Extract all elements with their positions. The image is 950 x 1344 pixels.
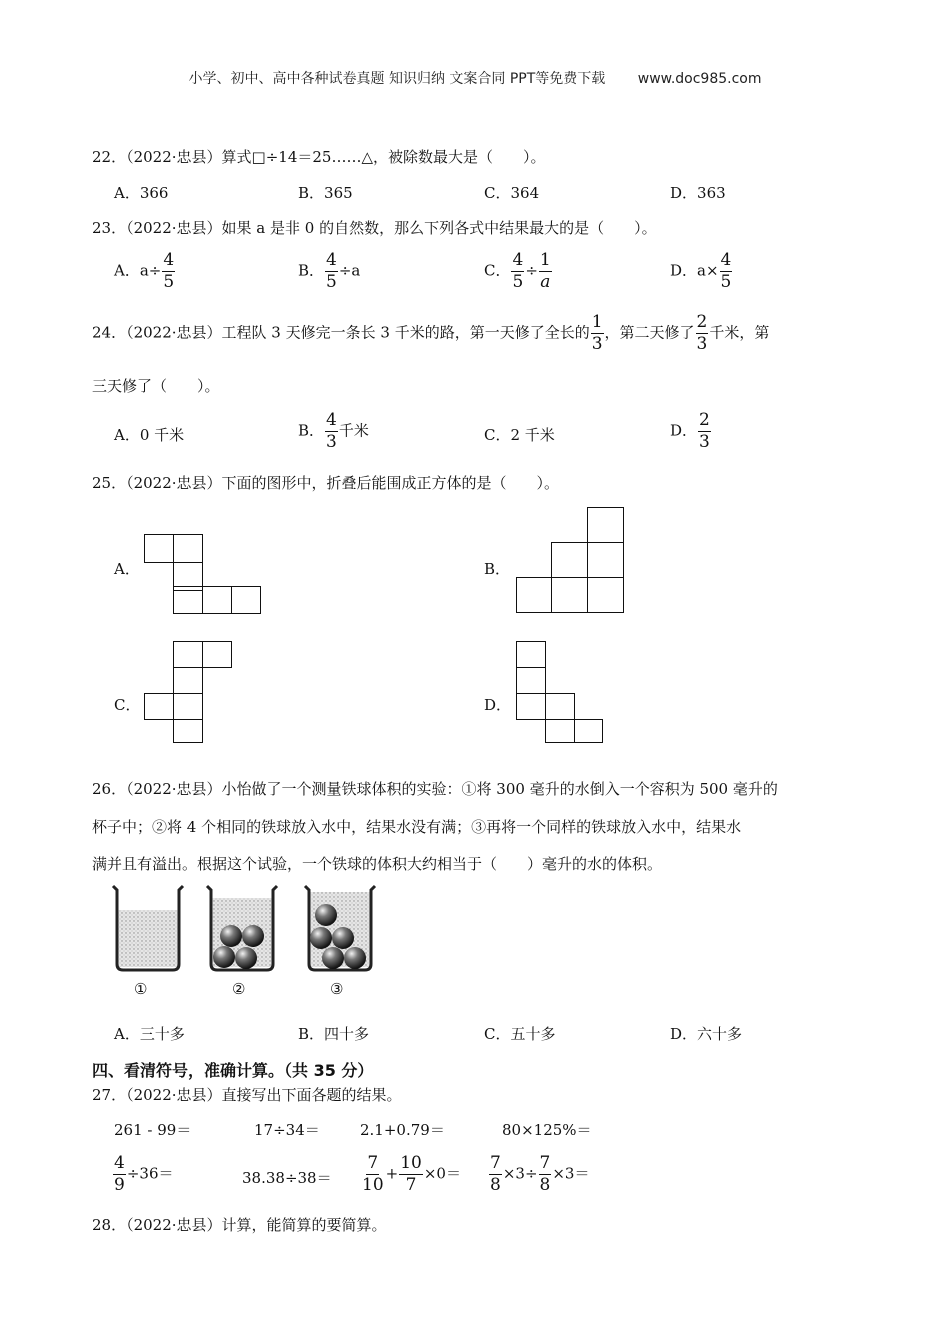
q27-item-7: $\frac{7}{10}$ + $\frac{10}{7}$ ×0＝ [362, 1153, 461, 1195]
q27-item-5: $\frac{4}{9}$ ÷36＝ [114, 1153, 174, 1195]
fraction: $\frac{4}{9}$ [114, 1153, 125, 1195]
fraction: $\frac{10}{7}$ [400, 1153, 422, 1195]
fraction: $\frac{7}{10}$ [362, 1153, 384, 1195]
section-4-title: 四、看清符号，准确计算。（共 35 分） [92, 1061, 374, 1080]
beaker-label-1: ① [134, 980, 148, 998]
beaker-label-3: ③ [330, 980, 344, 998]
q24-stem-line1: 24．（2022·忠县）工程队 3 天修完一条长 3 千米的路，第一天修了全长的 $\frac{1}{3}$ ，第二天修了 $\frac{2}{3}$ 千米，第 [92, 312, 770, 354]
q23-option-d[interactable] [670, 252, 733, 291]
header-text: 小学、初中、高中各种试卷真题 知识归纳 文案合同 PPT等免费下载 [188, 71, 606, 87]
beaker-2 [207, 886, 277, 970]
q26-option-d[interactable]: D．六十多 [670, 1025, 743, 1043]
fraction: $\frac{2}{3}$ [696, 312, 708, 354]
fraction: $\frac{1}{3}$ [591, 312, 603, 354]
q24-stem-line2: 三天修了（ ）。 [92, 377, 220, 395]
q27-item-3: 2.1+0.79＝ [360, 1121, 445, 1139]
q26-stem-line1: 26．（2022·忠县）小怡做了一个测量铁球体积的实验：①将 300 毫升的水倒入一个容积为 500 毫升的 [92, 780, 778, 798]
fraction: $\frac{1}{a}$ [539, 250, 551, 292]
q22-option-b[interactable]: B．365 [298, 184, 353, 202]
q23-option-a[interactable] [114, 252, 176, 291]
fraction: $\frac{4}{5}$ [720, 250, 732, 292]
q25-option-d-label[interactable]: D． [484, 696, 512, 714]
q23-d-text: D．a× [670, 261, 719, 280]
q27-item-8: $\frac{7}{8}$ ×3÷ $\frac{7}{8}$ ×3＝ [490, 1153, 590, 1195]
q24-option-d[interactable]: D． $\frac{2}{3}$ [670, 410, 710, 452]
beaker-illustration [105, 880, 390, 1000]
q25-option-b-label[interactable]: B． [484, 560, 511, 578]
q26-option-a[interactable]: A．三十多 [114, 1025, 185, 1043]
fraction: $\frac{4}{5}$ [512, 250, 524, 292]
q27-stem: 27．（2022·忠县）直接写出下面各题的结果。 [92, 1086, 402, 1104]
q22-option-c[interactable]: C．364 [484, 184, 540, 202]
q23-b-label: B． [298, 261, 325, 280]
q24-option-a[interactable]: A．0 千米 [114, 426, 185, 444]
q23-b-text: ÷a [338, 261, 361, 280]
fraction: $\frac{7}{8}$ [490, 1153, 501, 1195]
beaker-3 [305, 886, 375, 970]
q26-option-c[interactable]: C．五十多 [484, 1025, 556, 1043]
q24-option-c[interactable]: C．2 千米 [484, 426, 555, 444]
q25-option-a-label[interactable]: A． [114, 560, 140, 578]
q25-option-c-label[interactable]: C． [114, 696, 141, 714]
q28-stem: 28．（2022·忠县）计算，能简算的要简算。 [92, 1216, 387, 1234]
page-header [0, 68, 950, 88]
fraction: $\frac{7}{8}$ [539, 1153, 551, 1195]
fraction: $\frac{4}{5}$ [326, 250, 337, 292]
q27-item-4: 80×125%＝ [502, 1121, 592, 1139]
q23-stem: 23．（2022·忠县）如果 a 是非 0 的自然数，那么下列各式中结果最大的是（ ）。 [92, 219, 657, 237]
q22-option-d[interactable]: D．363 [670, 184, 726, 202]
q27-item-6: 38.38÷38＝ [242, 1169, 332, 1187]
q26-stem-line2: 杯子中；②将 4 个相同的铁球放入水中，结果水没有满；③再将一个同样的铁球放入水中，结果水 [92, 818, 742, 836]
q27-item-2: 17÷34＝ [254, 1121, 320, 1139]
q23-option-c[interactable] [484, 252, 553, 291]
q27-item-1: 261 - 99＝ [114, 1121, 192, 1139]
fraction: $\frac{4}{3}$ [326, 410, 337, 452]
q23-option-b[interactable] [298, 252, 360, 291]
q22-stem: 22．（2022·忠县）算式□÷14＝25……△，被除数最大是（ ）。 [92, 148, 546, 166]
q24-option-b[interactable]: B． $\frac{4}{3}$ 千米 [298, 410, 369, 452]
fraction: $\frac{2}{3}$ [699, 410, 710, 452]
q22-option-a[interactable]: A．366 [114, 184, 169, 202]
header-url: www.doc985.com [637, 71, 762, 87]
beaker-label-2: ② [232, 980, 246, 998]
q23-c-label: C． [484, 261, 511, 280]
q25-stem: 25．（2022·忠县）下面的图形中，折叠后能围成正方体的是（ ）。 [92, 474, 560, 492]
fraction: $\frac{4}{5}$ [163, 250, 175, 292]
q26-stem-line3: 满并且有溢出。根据这个试验，一个铁球的体积大约相当于（ ）毫升的水的体积。 [92, 855, 663, 873]
q26-option-b[interactable]: B．四十多 [298, 1025, 370, 1043]
beaker-1 [113, 886, 183, 970]
q23-c-op: ÷ [525, 261, 538, 280]
q23-a-text: A．a÷ [114, 261, 162, 280]
